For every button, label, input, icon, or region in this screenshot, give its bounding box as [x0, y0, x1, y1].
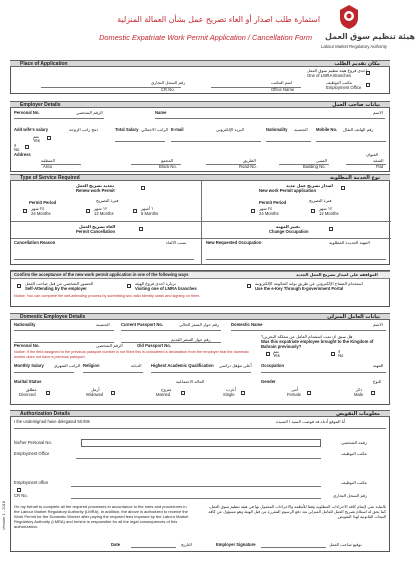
monthly-salary-field[interactable]	[14, 372, 74, 373]
occupation-label-ar: المهنة	[373, 363, 384, 368]
email-label-ar: البريد الإلكتروني	[216, 127, 244, 132]
gender-label-ar: النوع	[373, 379, 382, 384]
area-label-ar: المنطقة	[41, 158, 55, 163]
auth-cr-field[interactable]	[71, 498, 321, 499]
new-period-label-en: Permit Period	[259, 200, 287, 205]
renew-label-en: Renew work Permit	[76, 188, 115, 193]
emp-nationality-label-ar: الجنسية	[96, 322, 110, 327]
new-12-months-checkbox[interactable]	[311, 209, 315, 213]
male-checkbox[interactable]	[371, 391, 375, 395]
auth-section	[10, 417, 390, 552]
passport-notice: Notice: If the field assigned to the previous passport number is not filled this is considered a declaration from the employer that the domestic worker does not have a previous passport.	[14, 350, 249, 359]
wife-salary-no-label-ar: لا	[14, 143, 17, 148]
cancel-label-ar: الغاء تصريح العمل	[79, 224, 116, 229]
auth-office2-label-ar: مكتب التوظيف	[341, 480, 367, 485]
auth-section-header	[10, 410, 390, 417]
prev-yes-checkbox[interactable]	[266, 352, 270, 356]
service-section-header	[10, 174, 390, 181]
road-label-ar: الطريق	[243, 158, 256, 163]
new-12-months-en: 12 Months	[319, 211, 339, 216]
form-title-en: Domestic Expatriate Work Permit Application / Cancellation Form	[99, 33, 312, 42]
domestic-name-field[interactable]	[231, 330, 386, 331]
service-section	[10, 181, 390, 265]
monthly-salary-label-en: Monthly Salary	[14, 363, 44, 368]
date-label-ar: التاريخ	[181, 542, 192, 547]
new-24-months-en: 24 Months	[259, 211, 279, 216]
wife-salary-yes-label-en: Yes	[33, 138, 40, 143]
authority-name-ar: هيئة تنظيم سوق العمل	[325, 32, 415, 41]
wife-salary-yes-checkbox[interactable]	[47, 136, 51, 140]
renew-24-months-en: 24 Months	[31, 211, 51, 216]
building-label-en: Building No.	[303, 164, 326, 169]
auth-paragraph-ar: بالنيابة عني لإتمام كافة الاجراءات المطلوبة وفقا للأنظمة والاجراءات المعمول بها في هيئة تنظيم سوق العمل، كما يحق له استلام تصريح العمل للعامل المنزلي بعد دفع الرسوم المقررة من قبل الهيئة وهو مسؤول عن كافة التبعات القانونية لهذا التفويض.	[208, 504, 386, 519]
mobile-field[interactable]	[316, 141, 386, 142]
renew-period-label-en: Permit Period	[29, 200, 57, 205]
single-label-en: Single	[223, 392, 235, 397]
religion-label-ar: الديانة	[131, 363, 142, 368]
academic-label-ar: أعلى مؤهل دراسي	[219, 363, 252, 368]
religion-field[interactable]	[83, 372, 143, 373]
new-permit-label-ar: اصدار تصريح عمل جديد	[286, 183, 333, 188]
prev-question-ar: هل سبق ان تمت استقدام العامل من مملكة البحرين؟	[261, 334, 353, 339]
prev-question-en: Was this expatriate employee brought to the Kingdom of Bahrain previously?	[261, 339, 374, 349]
form-version: Version 1 - 2018	[1, 500, 6, 530]
email-label-en: E-mail	[171, 127, 184, 132]
employer-personal-no-label-ar: الرقم الشخصي	[76, 110, 103, 115]
widowed-label-ar: أرمل	[91, 387, 100, 392]
renew-checkbox[interactable]	[141, 186, 145, 190]
place-title-ar: مكان تقديم الطلب	[334, 60, 380, 67]
mobile-label-en: Mobile No.	[316, 127, 338, 132]
renew-12-months-en: 12 Months	[94, 211, 114, 216]
new-occ-label-ar: المهنة الجديدة المطلوبة	[329, 240, 370, 245]
renew-period-label-ar: فترة التصريح	[96, 198, 119, 203]
auth-emp-office-label-ar: مكتب التوظيف	[341, 451, 367, 456]
address-label-ar: العنوان	[366, 152, 379, 157]
divorced-label-en: Divorced	[19, 392, 36, 397]
area-label-en: Area	[43, 164, 52, 169]
his-personal-no-label-en: his/her Personal No.	[14, 440, 52, 445]
employer-title-ar: بيانات صاحب العمل	[332, 101, 380, 108]
occupation-label-en: Occupation	[261, 363, 285, 368]
single-label-ar: أعزب	[226, 387, 236, 392]
employer-personal-no-label-en: Personal No.	[14, 110, 40, 115]
employer-title-en: Employer Details	[20, 102, 61, 108]
monthly-salary-label-ar: الراتب الشهري	[54, 363, 81, 368]
renew-12-months-checkbox[interactable]	[86, 209, 90, 213]
flat-label-ar: الشقة	[373, 158, 384, 163]
total-salary-label-en: Total Salary	[115, 127, 139, 132]
new-occ-label-en: New Requested Occupation	[206, 240, 262, 245]
married-label-ar: متزوج	[161, 387, 172, 392]
signature-field[interactable]	[261, 547, 326, 548]
domestic-name-label-ar: الاسم	[373, 322, 383, 327]
widowed-label-en: Widowed	[86, 392, 104, 397]
eportal-label-en: Use the e-Key Through E-government Portal	[255, 286, 344, 291]
block-label-en: Block No.	[159, 164, 177, 169]
employee-title-ar: بيانات العامل المنزلي	[327, 313, 380, 320]
auth-office2-field[interactable]	[71, 486, 321, 487]
emp-personal-no-label-ar: الرقم الشخصي	[96, 343, 123, 348]
new-period-label-ar: فترة التصريح	[309, 198, 332, 203]
current-passport-label-ar: رقم جواز السفر الحالي	[179, 322, 220, 327]
signature-label-ar: توقيع صاحب العمل	[329, 542, 362, 547]
signature-label-en: Employer Signature	[216, 542, 256, 547]
renew-6-months-en: 6 Months	[141, 211, 159, 216]
cr-no-field[interactable]	[41, 87, 181, 88]
single-checkbox[interactable]	[241, 391, 245, 395]
prev-no-label-ar: لا	[338, 349, 341, 354]
lmra-logo-icon	[338, 4, 360, 30]
emp-personal-no-label-en: Personal No.	[14, 343, 40, 348]
service-title-ar: نوع الخدمة المطلوبة	[329, 174, 380, 181]
lmra-branches-label-ar: احدى فروع هيئة تنظيم سوق العمل	[307, 68, 367, 73]
wife-salary-no-checkbox[interactable]	[25, 145, 29, 149]
form-title-ar: استمارة طلب اصدار أو الغاء تصريح عمل بشأن العمالة المنزلية	[117, 15, 320, 24]
confirm-text-ar: الموافقة على اصدار تصريح العمل الجديد	[296, 272, 378, 277]
employee-section	[10, 320, 390, 405]
cr-no-label-ar: رقم السجل التجاري	[151, 80, 186, 85]
employee-section-header	[10, 313, 390, 320]
widowed-checkbox[interactable]	[111, 391, 115, 395]
divorced-label-ar: مطلق	[26, 387, 37, 392]
authority-name-en: Labour Market Regulatory Authority	[321, 44, 387, 49]
renew-24-months-checkbox[interactable]	[23, 209, 27, 213]
change-occ-label-en: Change Occupation	[269, 229, 309, 234]
marital-label-ar: الحالة الاجتماعية	[176, 379, 205, 384]
auth-cr-label-en: CR No.	[14, 493, 28, 498]
auth-title-en: Authorization Details	[20, 411, 71, 417]
confirm-notice: Notice: You can complete the self-attending process by submitting two valid identity cards and signing on them.	[14, 294, 201, 298]
prev-no-label-en: No	[338, 353, 344, 358]
place-section	[10, 67, 390, 94]
emp-nationality-label-en: Nationality	[14, 322, 36, 327]
visit-branch-label-ar: بزيارة احدى فروع الهيئة	[135, 281, 176, 286]
visit-branch-label-en: Visiting one of LMRA branches	[135, 286, 197, 291]
employee-title-en: Domestic Employee Details	[20, 314, 86, 320]
block-label-ar: المجمع	[161, 158, 174, 163]
eportal-checkbox[interactable]	[247, 284, 251, 288]
auth-cr-label-ar: رقم السجل التجاري	[333, 493, 368, 498]
new-24-months-checkbox[interactable]	[251, 209, 255, 213]
service-row-divider-2	[11, 238, 391, 239]
total-salary-field[interactable]	[115, 141, 165, 142]
eportal-label-ar: استخدام المفتاح الإلكتروني عن طريق بوابة الحكومة الإلكترونية	[255, 281, 363, 286]
service-row-divider-1	[11, 221, 391, 222]
auth-emp-office-label-en: Employment Office	[14, 451, 50, 456]
auth-paragraph-en: On my behalf to complete all the required processes in accordance to the rules and procedures in the Labour Market Regulatory Authority (LMRA). In addition, the above is authorized to receive the Work Permit for the Domestic Worker after paying the required fees imposed by the Labour Market Regulatory Authority (LMRA) and he/she is responsible for all the legal consequences of this authorization.	[14, 504, 189, 529]
delegate-name-field[interactable]	[14, 428, 386, 429]
total-salary-label-ar: الراتب الاجمالي	[141, 127, 168, 132]
gender-label-en: Gender	[261, 379, 276, 384]
cancel-reason-label-en: Cancellation Reason	[14, 240, 56, 245]
address-label-en: Address	[14, 152, 31, 157]
old-passport-label-en: Old Passport No.	[137, 343, 171, 348]
academic-field[interactable]	[151, 372, 251, 373]
cancel-label-en: Permit Cancellation	[76, 229, 116, 234]
renew-6-months-ar: ٦ أشهر	[141, 206, 154, 211]
renew-6-months-checkbox[interactable]	[133, 209, 137, 213]
cancel-reason-label-ar: سبب الالغاء	[166, 240, 187, 245]
academic-label-en: Highest Academic Qualification	[151, 363, 214, 368]
add-wife-salary-label-en: Add wife's salary	[14, 127, 49, 132]
new-occ-field[interactable]	[206, 259, 386, 260]
male-label-en: Male	[354, 392, 364, 397]
self-attend-checkbox[interactable]	[17, 284, 21, 288]
employer-name-field[interactable]	[155, 118, 385, 119]
renew-label-ar: تجديد تصريح العمل	[76, 183, 115, 188]
auth-office2-label-en: Employment office	[14, 480, 49, 485]
service-title-en: Type of Service Required	[20, 175, 80, 181]
female-label-en: Female	[287, 392, 301, 397]
auth-emp-office-field[interactable]	[76, 458, 321, 459]
old-passport-label-ar: رقم جواز السفر القديم	[171, 337, 211, 342]
marital-label-en: Marital Status	[14, 379, 42, 384]
nationality-label-en: Nationality	[266, 127, 288, 132]
female-label-ar: أنثى	[291, 387, 299, 392]
date-label-en: Date	[111, 542, 121, 547]
occupation-field[interactable]	[261, 372, 386, 373]
employer-name-label-ar: الاسم	[373, 110, 383, 115]
new-permit-label-en: New work Permit application	[259, 188, 317, 193]
nationality-field[interactable]	[266, 141, 311, 142]
his-personal-no-field[interactable]	[81, 439, 321, 447]
emp-nationality-field[interactable]	[14, 330, 114, 331]
confirm-section	[10, 270, 390, 307]
auth-office-checkbox[interactable]	[17, 488, 21, 492]
visit-branch-checkbox[interactable]	[127, 284, 131, 288]
cr-no-label-en: CR No.	[161, 87, 175, 92]
date-field[interactable]	[131, 547, 176, 548]
male-label-ar: ذكر	[356, 387, 363, 392]
renew-24-months-ar: ٢٤ شهر	[31, 206, 45, 211]
place-title-en: Place of Application	[20, 61, 68, 67]
prev-no-checkbox[interactable]	[331, 352, 335, 356]
self-attend-label-en: Self-Attending by the employer	[25, 286, 87, 291]
service-divider	[201, 181, 202, 265]
delegated-label-ar: أنا الموقع أدناه قد فوضت السيد / السيدة	[276, 419, 346, 424]
domestic-name-label-en: Domestic Name	[231, 322, 263, 327]
cancel-reason-field[interactable]	[14, 259, 194, 260]
office-name-label-ar: اسم المكتب	[271, 80, 293, 85]
married-checkbox[interactable]	[181, 391, 185, 395]
new-permit-checkbox[interactable]	[341, 186, 345, 190]
office-name-label-en: Office Name	[271, 87, 295, 92]
employer-section-header	[10, 101, 390, 108]
employment-office-label-en: Employment Office	[326, 85, 362, 90]
delegated-label-en: I the undersigned have delegated Mr./Ms	[14, 419, 90, 424]
nationality-label-ar: الجنسية	[294, 127, 308, 132]
change-occ-label-ar: تغيير المهنة	[276, 224, 300, 229]
employer-name-label-en: Name	[155, 110, 167, 115]
flat-label-en: Flat	[376, 164, 383, 169]
place-section-header	[10, 60, 390, 67]
self-attend-label-ar: الحضور الشخصي من قبل صاحب العمل	[25, 281, 94, 286]
employer-section	[10, 108, 390, 172]
employment-office-label-ar: مكتب التوظيف	[326, 80, 352, 85]
confirm-text-en: Confirm the acceptance of the new work permit application in one of the following ways	[14, 272, 189, 277]
employer-personal-no-field[interactable]	[14, 118, 104, 119]
female-checkbox[interactable]	[307, 391, 311, 395]
add-wife-salary-label-ar: دمج راتب الزوجة	[69, 127, 99, 132]
cancel-checkbox[interactable]	[139, 227, 143, 231]
wife-salary-yes-label-ar: نعم	[33, 134, 39, 139]
new-12-months-ar: ١٢ شهر	[319, 206, 333, 211]
building-label-ar: المبنى	[316, 158, 327, 163]
current-passport-field[interactable]	[121, 330, 221, 331]
his-personal-no-label-ar: رقمه الشخصي	[341, 440, 367, 445]
religion-label-en: Religion	[83, 363, 100, 368]
new-24-months-ar: ٢٤ شهر	[259, 206, 273, 211]
current-passport-label-en: Current Passport No.	[121, 322, 164, 327]
email-field[interactable]	[171, 141, 261, 142]
road-label-en: Road No.	[239, 164, 257, 169]
lmra-branches-label-en: One of LMRA Branches	[307, 73, 351, 78]
divorced-checkbox[interactable]	[46, 391, 50, 395]
wife-salary-no-label-en: No	[14, 147, 20, 152]
employment-office-checkbox[interactable]	[366, 83, 370, 87]
married-label-en: Married	[156, 392, 171, 397]
auth-title-ar: معلومات التفويض	[336, 410, 380, 417]
change-occ-checkbox[interactable]	[329, 227, 333, 231]
prev-yes-label-en: Yes	[273, 353, 280, 358]
mobile-label-ar: رقم الهاتف النقال	[343, 127, 374, 132]
renew-12-months-ar: ١٢ شهر	[94, 206, 108, 211]
prev-yes-label-ar: نعم	[273, 349, 279, 354]
